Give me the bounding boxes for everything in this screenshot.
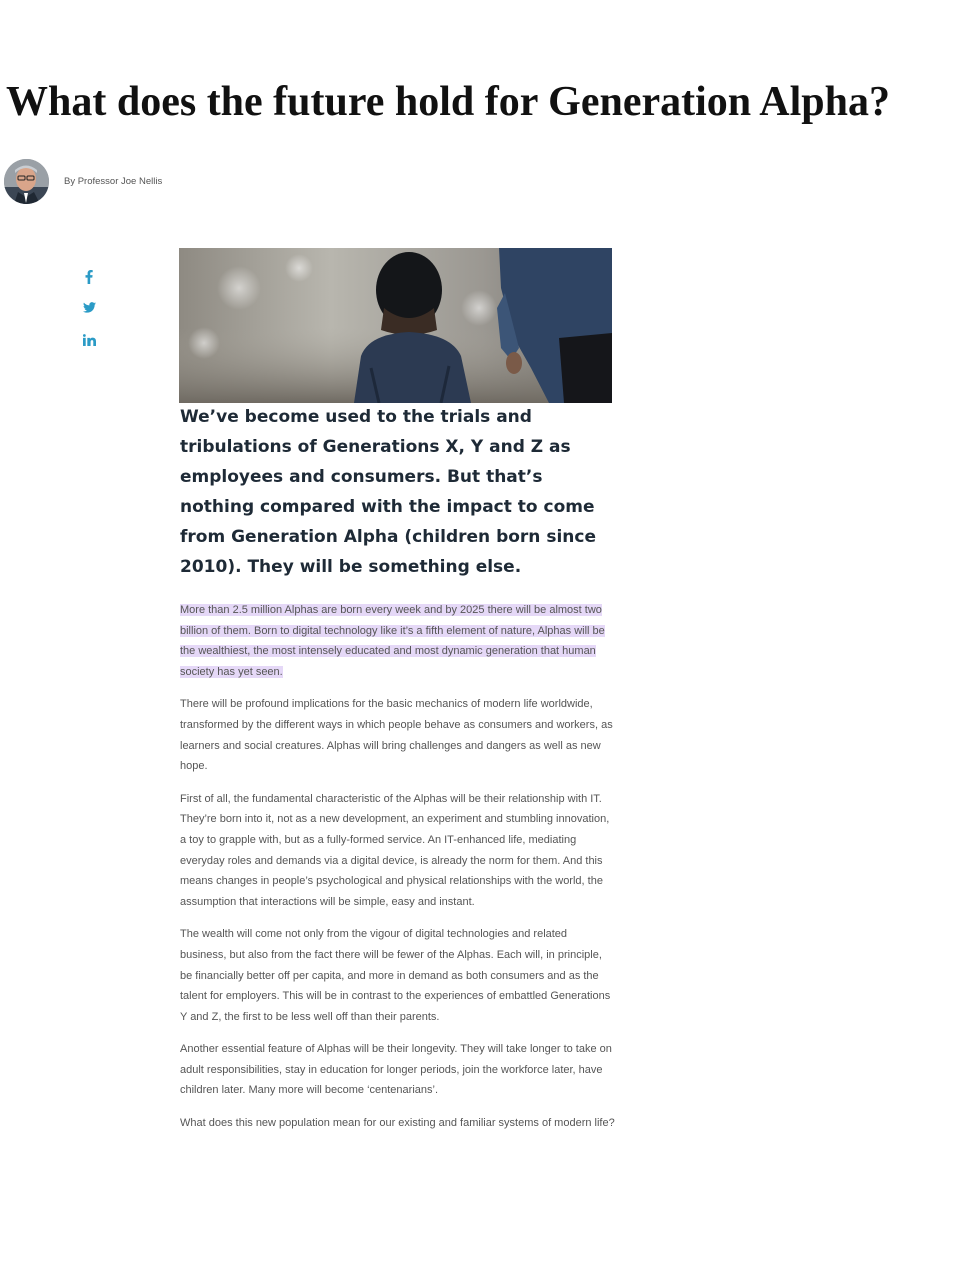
article-paragraph: What does this new population mean for our existing and familiar systems of modern life? (180, 1117, 615, 1130)
linkedin-share-button[interactable] (80, 334, 98, 354)
facebook-icon (85, 270, 93, 284)
share-bar (80, 270, 98, 366)
highlighted-text: More than 2.5 million Alphas are born every week and by 2025 there will be almost two billion of them. Born to digital technology like it’s a fifth element of nature, Alphas will be the wealthiest, the most intensely educated and most dynamic generation that human society has yet seen. (180, 604, 605, 678)
article-paragraph: First of all, the fundamental characteristic of the Alphas will be their relationship with IT. They’re born into it, not as a new development, an experiment and stumbling innovation, a toy to grapple with, but as a fully-formed service. An IT-enhanced life, mediating everyday roles and demands via a digital device, is already the norm for them. And this means changes in people’s psychological and physical relationships with the world, the assumption that interactions will be simple, easy and instant. (180, 792, 610, 908)
facebook-share-button[interactable] (80, 270, 98, 290)
article-paragraph (180, 600, 615, 682)
hero-image (179, 248, 612, 403)
twitter-icon (83, 302, 96, 313)
article-body (180, 600, 615, 1146)
article-lede: We’ve become used to the trials and tribulations of Generations X, Y and Z as employees and consumers. But that’s nothing compared with the impact to come from Generation Alpha (children born since 2010). They will be something else. (180, 407, 596, 577)
author-byline: By Professor Joe Nellis (64, 175, 163, 187)
article-title: What does the future hold for Generation Alpha? (6, 79, 891, 125)
linkedin-icon (83, 334, 96, 346)
twitter-share-button[interactable] (80, 302, 98, 322)
author-row (4, 157, 162, 205)
author-avatar (4, 159, 49, 204)
article-paragraph: The wealth will come not only from the vigour of digital technologies and related business, but also from the fact there will be fewer of the Alphas. Each will, in principle, be financially better off per capita, and more in demand as both consumers and as the talent for employers. This will be in contrast to the experiences of embattled Generations Y and Z, the first to be less well off than their parents. (180, 928, 611, 1023)
article-paragraph: There will be profound implications for the basic mechanics of modern life worldwide, transformed by the different ways in which people behave as consumers and workers, as learners and social creatures. Alphas will bring challenges and dangers as well as new hope. (180, 698, 613, 773)
article-paragraph: Another essential feature of Alphas will be their longevity. They will take longer to take on adult responsibilities, stay in education for longer periods, join the workforce later, have children later. Many more will become ‘centenarians’. (180, 1043, 612, 1097)
